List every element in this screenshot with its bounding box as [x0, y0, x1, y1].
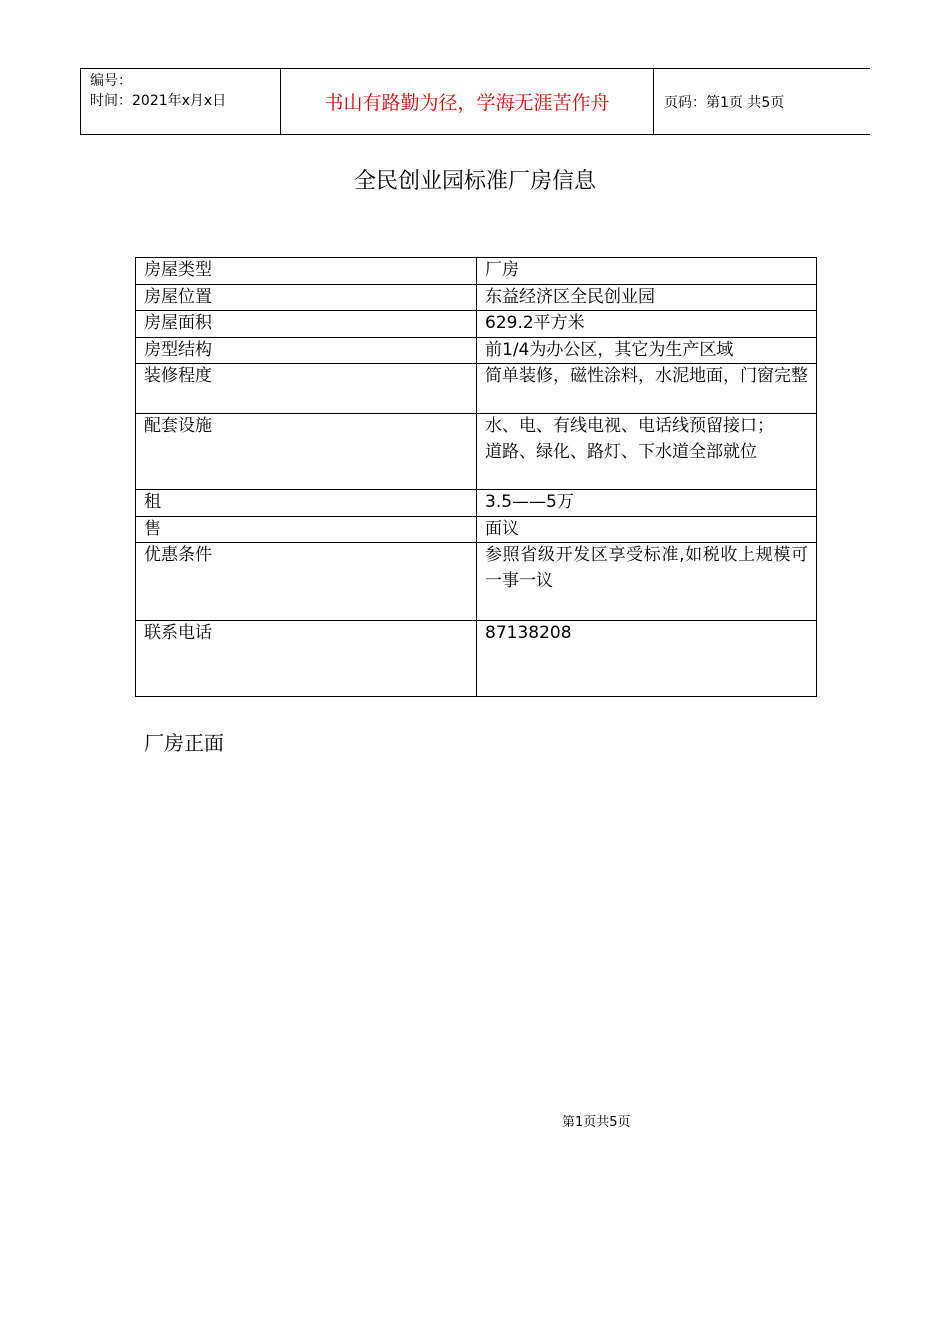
- motto: 书山有路勤为径，学海无涯苦作舟: [324, 92, 610, 114]
- page-footer: 第1页共5页: [562, 1115, 631, 1130]
- table-row: [136, 543, 817, 621]
- row-value: 629.2平方米: [477, 311, 817, 338]
- row-key: 房型结构: [136, 337, 477, 364]
- table-row: [136, 490, 817, 517]
- table-row: [136, 311, 817, 338]
- row-value: 面议: [477, 516, 817, 543]
- row-key: 联系电话: [136, 621, 477, 697]
- table-row: [136, 516, 817, 543]
- table-row: [136, 284, 817, 311]
- number-label: 编号：: [90, 73, 132, 89]
- info-table: [135, 257, 817, 697]
- header-motto-cell: [281, 69, 654, 134]
- row-value: 前1/4为办公区，其它为生产区域: [477, 337, 817, 364]
- table-row: [136, 364, 817, 414]
- row-key: 房屋类型: [136, 258, 477, 285]
- row-key: 房屋面积: [136, 311, 477, 338]
- row-value: 参照省级开发区享受标准,如税收上规模可一事一议: [477, 543, 817, 621]
- document-header: [80, 68, 870, 135]
- section-heading: 厂房正面: [144, 731, 224, 755]
- row-value: 简单装修，磁性涂料，水泥地面，门窗完整: [477, 364, 817, 414]
- row-key: 优惠条件: [136, 543, 477, 621]
- row-key: 售: [136, 516, 477, 543]
- table-row: [136, 414, 817, 490]
- row-value: 东益经济区全民创业园: [477, 284, 817, 311]
- row-key: 租: [136, 490, 477, 517]
- table-row: [136, 258, 817, 285]
- table-row: [136, 337, 817, 364]
- time-label: 时间：2021年x月x日: [90, 93, 227, 109]
- row-value: [477, 414, 817, 490]
- row-key: 房屋位置: [136, 284, 477, 311]
- row-key: 配套设施: [136, 414, 477, 490]
- row-value: 3.5——5万: [477, 490, 817, 517]
- table-row: [136, 621, 817, 697]
- row-value-line: 道路、绿化、路灯、下水道全部就位: [485, 441, 757, 462]
- row-key: 装修程度: [136, 364, 477, 414]
- page-label: 页码：第1页 共5页: [664, 94, 785, 111]
- row-value: 87138208: [477, 621, 817, 697]
- header-meta: [81, 69, 281, 134]
- row-value: 厂房: [477, 258, 817, 285]
- row-value-line: 水、电、有线电视、电话线预留接口；: [485, 416, 774, 436]
- page-title: 全民创业园标准厂房信息: [353, 169, 596, 194]
- header-page-cell: [654, 69, 870, 134]
